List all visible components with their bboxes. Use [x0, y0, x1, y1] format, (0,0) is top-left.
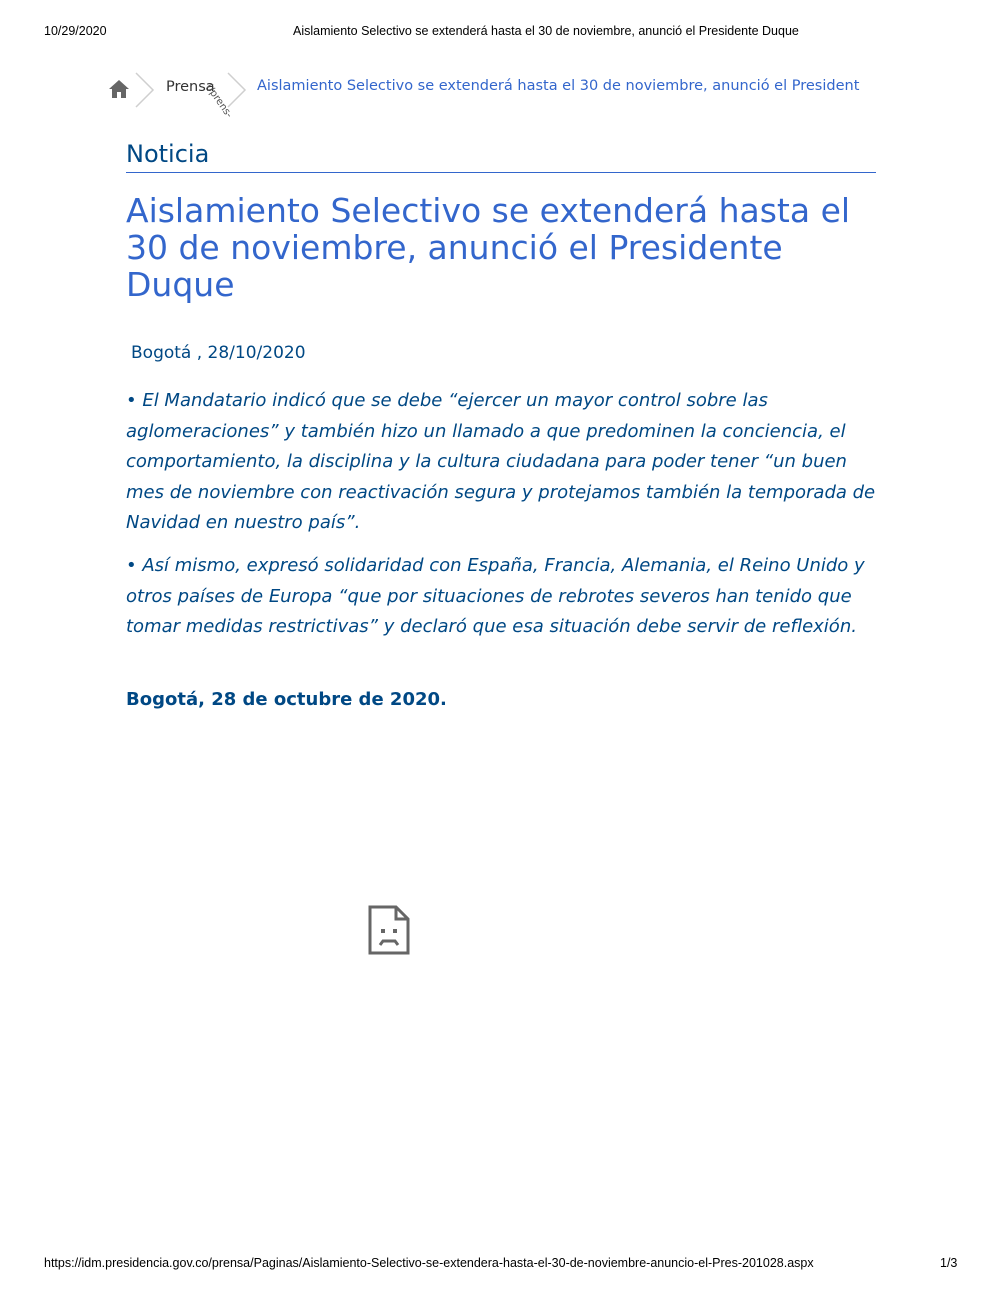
chevron-right-icon [226, 72, 248, 108]
summary-bullet: • El Mandatario indicó que se debe “ejercer un mayor control sobre las aglomeraciones” y también hizo un llamado a que predominen la conciencia, el comportamiento, la disciplina y la cultura ciudadana para poder tener “un buen mes de noviembre con reactivación segura y protejamos también la temporada de Navidad en nuestro país”. [126, 390, 876, 534]
chevron-right-icon [134, 72, 156, 108]
section-label: Noticia [126, 140, 876, 173]
print-url: https://idm.presidencia.gov.co/prensa/Paginas/Aislamiento-Selectivo-se-extendera-hasta-el-30-de-noviembre-anuncio-el-Pres-201028.aspx [44, 1256, 814, 1270]
print-title: Aislamiento Selectivo se extenderá hasta el 30 de noviembre, anunció el Presidente Duque [293, 24, 799, 38]
print-page-number: 1/3 [940, 1256, 958, 1270]
breadcrumb [106, 72, 906, 121]
article-summary [126, 386, 876, 655]
breadcrumb-current-link[interactable]: Aislamiento Selectivo se extenderá hasta el 30 de noviembre, anunció el President [257, 78, 860, 94]
home-icon[interactable] [108, 78, 130, 100]
article-closing-dateline: Bogotá, 28 de octubre de 2020. [126, 689, 447, 710]
print-date: 10/29/2020 [44, 24, 107, 38]
breadcrumb-rotated-fragment: (/prens- [202, 82, 235, 121]
summary-bullet: • Así mismo, expresó solidaridad con España, Francia, Alemania, el Reino Unido y otros países de Europa “que por situaciones de rebrotes severos han tenido que tomar medidas restrictivas” y declaró que esa situación debe servir de reflexión. [126, 554, 865, 638]
article-headline: Aislamiento Selectivo se extenderá hasta el 30 de noviembre, anunció el Presidente Duque [126, 191, 851, 304]
article-dateline: Bogotá , 28/10/2020 [131, 343, 306, 363]
broken-image-icon [367, 904, 411, 956]
breadcrumb-prensa-link[interactable]: Prensa [166, 79, 215, 95]
